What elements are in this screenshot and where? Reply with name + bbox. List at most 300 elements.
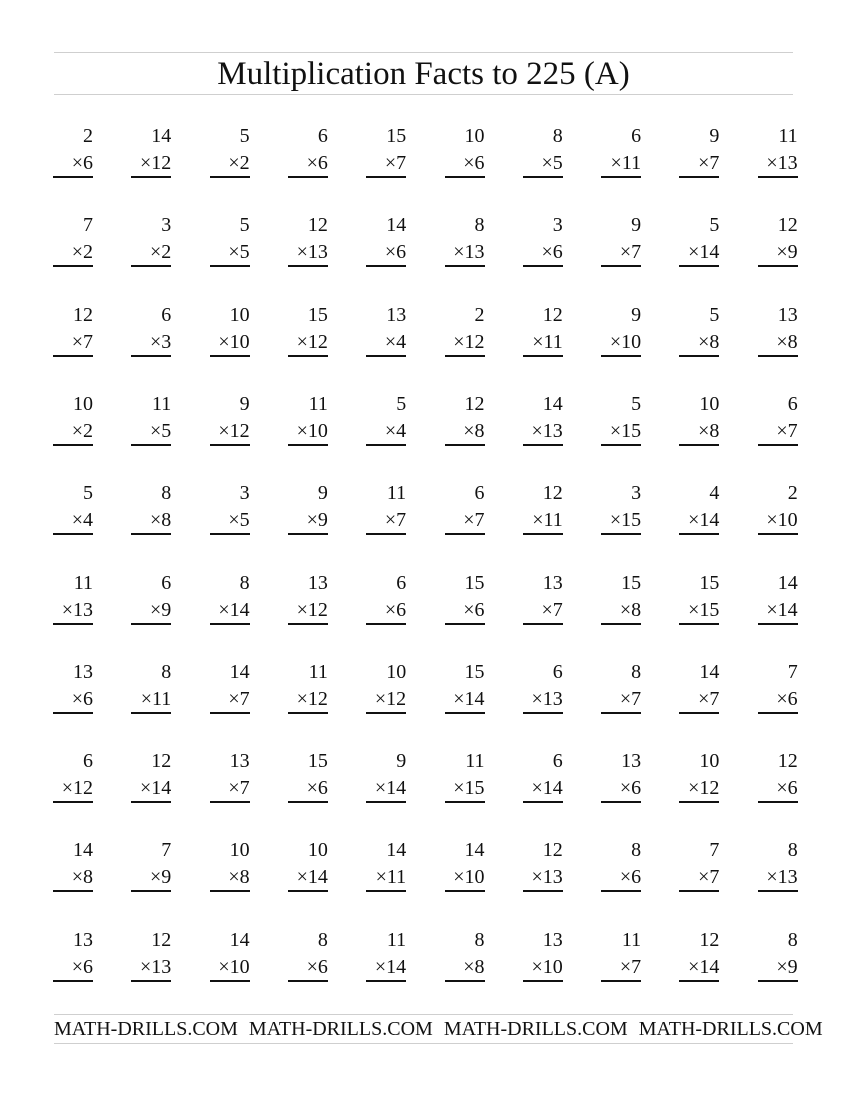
answer-line — [523, 980, 563, 982]
problem — [288, 214, 328, 278]
multiplicand: 13 — [542, 571, 563, 594]
problem — [601, 929, 641, 993]
problem — [131, 125, 171, 189]
multiplier: ×11 — [532, 509, 563, 532]
footer-top-divider — [54, 1014, 793, 1015]
multiplier: ×8 — [698, 330, 720, 353]
multiplier: ×14 — [296, 866, 328, 889]
answer-line — [679, 801, 719, 803]
answer-line — [679, 712, 719, 714]
problem — [523, 304, 563, 368]
answer-line — [601, 444, 641, 446]
multiplier: ×11 — [532, 330, 563, 353]
answer-line — [523, 265, 563, 267]
answer-line — [758, 623, 798, 625]
answer-line — [288, 801, 328, 803]
answer-line — [601, 712, 641, 714]
multiplier: ×15 — [453, 777, 485, 800]
multiplier: ×8 — [150, 509, 172, 532]
multiplicand: 4 — [709, 482, 720, 505]
answer-line — [131, 890, 171, 892]
multiplier: ×8 — [619, 598, 642, 621]
problem — [53, 214, 93, 278]
problem — [523, 572, 563, 636]
answer-line — [210, 890, 250, 892]
multiplier: ×6 — [71, 955, 93, 978]
problem — [131, 214, 171, 278]
answer-line — [601, 801, 641, 803]
answer-line — [53, 623, 93, 625]
multiplier: ×14 — [218, 598, 250, 621]
footer — [54, 1016, 823, 1042]
multiplicand: 14 — [229, 928, 250, 951]
problem — [445, 125, 485, 189]
multiplier: ×7 — [619, 955, 642, 978]
problem — [679, 839, 719, 903]
answer-line — [679, 444, 719, 446]
multiplier: ×13 — [766, 866, 798, 889]
answer-line — [288, 265, 328, 267]
multiplicand: 12 — [699, 928, 720, 951]
multiplier: ×12 — [374, 687, 407, 710]
answer-line — [53, 890, 93, 892]
problem — [523, 393, 563, 457]
answer-line — [366, 176, 406, 178]
multiplicand: 10 — [386, 660, 407, 683]
answer-line — [131, 980, 171, 982]
multiplicand: 12 — [542, 839, 563, 862]
multiplicand: 13 — [777, 303, 798, 326]
multiplicand: 13 — [229, 750, 250, 773]
answer-line — [679, 623, 719, 625]
multiplier: ×12 — [140, 152, 172, 174]
multiplicand: 2 — [787, 482, 798, 505]
multiplicand: 8 — [161, 482, 172, 505]
multiplier: ×12 — [218, 419, 250, 442]
multiplicand: 5 — [83, 482, 93, 505]
multiplicand: 9 — [396, 750, 407, 773]
problem — [288, 750, 328, 814]
answer-line — [601, 533, 641, 535]
answer-line — [758, 980, 798, 982]
problem — [210, 750, 250, 814]
multiplier: ×13 — [61, 598, 93, 621]
multiplicand: 10 — [229, 839, 250, 862]
problem — [601, 393, 641, 457]
answer-line — [601, 623, 641, 625]
problem — [210, 929, 250, 993]
multiplicand: 11 — [308, 392, 328, 415]
answer-line — [758, 444, 798, 446]
footer-watermark-text: MATH-DRILLS.COM — [54, 1018, 238, 1040]
multiplier: ×14 — [453, 687, 485, 710]
multiplicand: 14 — [699, 660, 720, 683]
answer-line — [523, 176, 563, 178]
multiplicand: 11 — [152, 392, 172, 415]
multiplicand: 6 — [396, 571, 407, 594]
multiplier: ×12 — [296, 330, 328, 353]
answer-line — [210, 623, 250, 625]
answer-line — [758, 265, 798, 267]
multiplier: ×2 — [228, 152, 250, 174]
answer-line — [131, 444, 171, 446]
problem — [445, 929, 485, 993]
multiplier: ×15 — [609, 509, 642, 532]
multiplicand: 10 — [699, 750, 720, 773]
multiplier: ×6 — [541, 241, 563, 264]
problem — [288, 482, 328, 546]
multiplicand: 8 — [239, 571, 250, 594]
multiplicand: 6 — [317, 125, 328, 147]
answer-line — [445, 533, 485, 535]
problem — [53, 304, 93, 368]
answer-line — [679, 533, 719, 535]
multiplier: ×15 — [688, 598, 720, 621]
problem — [53, 482, 93, 546]
answer-line — [523, 355, 563, 357]
problem — [210, 482, 250, 546]
multiplicand: 6 — [161, 303, 172, 326]
multiplicand: 5 — [709, 303, 720, 326]
problem — [210, 661, 250, 725]
multiplier: ×8 — [228, 866, 250, 889]
problem — [131, 839, 171, 903]
answer-line — [53, 712, 93, 714]
multiplier: ×14 — [766, 598, 798, 621]
answer-line — [445, 176, 485, 178]
answer-line — [445, 623, 485, 625]
problem — [131, 393, 171, 457]
multiplicand: 7 — [787, 660, 798, 683]
multiplicand: 2 — [83, 125, 93, 147]
answer-line — [445, 355, 485, 357]
multiplicand: 14 — [386, 214, 407, 237]
problem — [679, 482, 719, 546]
answer-line — [366, 801, 406, 803]
answer-line — [601, 176, 641, 178]
multiplier: ×13 — [766, 152, 798, 174]
problem — [445, 214, 485, 278]
problem — [53, 572, 93, 636]
problem — [758, 929, 798, 993]
multiplier: ×8 — [776, 330, 798, 353]
multiplier: ×7 — [228, 777, 250, 800]
problem — [601, 125, 641, 189]
multiplier: ×10 — [296, 419, 328, 442]
answer-line — [366, 890, 406, 892]
multiplier: ×13 — [531, 687, 563, 710]
answer-line — [288, 712, 328, 714]
multiplicand: 9 — [317, 482, 328, 505]
answer-line — [210, 176, 250, 178]
multiplier: ×12 — [296, 598, 328, 621]
problem — [445, 572, 485, 636]
multiplier: ×4 — [384, 330, 407, 353]
problem — [758, 839, 798, 903]
multiplier: ×13 — [140, 955, 172, 978]
problem — [366, 929, 406, 993]
multiplicand: 6 — [552, 750, 563, 773]
multiplicand: 8 — [474, 928, 485, 951]
answer-line — [53, 980, 93, 982]
problem — [445, 482, 485, 546]
problem — [523, 750, 563, 814]
multiplier: ×5 — [228, 509, 250, 532]
problem — [366, 482, 406, 546]
multiplier: ×6 — [306, 955, 328, 978]
multiplicand: 5 — [396, 392, 407, 415]
multiplicand: 11 — [73, 571, 93, 594]
multiplicand: 13 — [621, 750, 642, 773]
multiplier: ×14 — [688, 955, 720, 978]
problem — [210, 214, 250, 278]
multiplicand: 14 — [386, 839, 407, 862]
multiplier: ×7 — [619, 241, 642, 264]
multiplicand: 12 — [777, 750, 798, 773]
multiplicand: 3 — [239, 482, 250, 505]
problem — [679, 393, 719, 457]
problem — [288, 304, 328, 368]
answer-line — [523, 890, 563, 892]
multiplier: ×14 — [140, 777, 172, 800]
multiplier: ×7 — [698, 866, 720, 889]
problem — [366, 839, 406, 903]
multiplier: ×10 — [453, 866, 485, 889]
multiplier: ×6 — [619, 777, 642, 800]
answer-line — [523, 533, 563, 535]
multiplier: ×6 — [776, 687, 798, 710]
problem — [288, 572, 328, 636]
answer-line — [53, 801, 93, 803]
answer-line — [445, 444, 485, 446]
multiplier: ×11 — [375, 866, 407, 889]
answer-line — [523, 444, 563, 446]
problem — [366, 125, 406, 189]
multiplicand: 14 — [777, 571, 798, 594]
multiplier: ×6 — [306, 777, 328, 800]
multiplier: ×13 — [531, 419, 563, 442]
multiplier: ×10 — [609, 330, 642, 353]
answer-line — [366, 623, 406, 625]
answer-line — [758, 176, 798, 178]
multiplier: ×13 — [296, 241, 328, 264]
answer-line — [758, 533, 798, 535]
problem — [210, 304, 250, 368]
answer-line — [53, 533, 93, 535]
problem — [288, 839, 328, 903]
multiplicand: 6 — [787, 392, 798, 415]
multiplicand: 3 — [161, 214, 172, 237]
problem — [679, 929, 719, 993]
answer-line — [288, 176, 328, 178]
answer-line — [445, 801, 485, 803]
multiplier: ×3 — [150, 330, 172, 353]
multiplicand: 8 — [161, 660, 172, 683]
multiplicand: 15 — [307, 303, 328, 326]
multiplicand: 14 — [464, 839, 485, 862]
problem — [288, 661, 328, 725]
multiplicand: 3 — [631, 482, 642, 505]
problem — [679, 214, 719, 278]
problem — [53, 125, 93, 189]
multiplier: ×14 — [688, 241, 720, 264]
answer-line — [758, 712, 798, 714]
problem — [131, 661, 171, 725]
problem — [366, 572, 406, 636]
answer-line — [288, 444, 328, 446]
multiplicand: 8 — [787, 839, 798, 862]
multiplicand: 7 — [709, 839, 720, 862]
problem — [366, 750, 406, 814]
answer-line — [210, 801, 250, 803]
multiplicand: 15 — [307, 750, 328, 773]
problem — [679, 304, 719, 368]
problem — [601, 482, 641, 546]
multiplier: ×4 — [384, 419, 407, 442]
answer-line — [366, 533, 406, 535]
answer-line — [53, 355, 93, 357]
footer-watermark-text: MATH-DRILLS.COM — [248, 1018, 433, 1040]
answer-line — [53, 444, 93, 446]
multiplier: ×9 — [150, 866, 172, 889]
multiplier: ×6 — [463, 598, 485, 621]
multiplier: ×7 — [619, 687, 642, 710]
problem — [523, 214, 563, 278]
problem — [53, 393, 93, 457]
problem — [679, 661, 719, 725]
multiplier: ×9 — [150, 598, 172, 621]
multiplier: ×8 — [463, 419, 485, 442]
problem — [366, 214, 406, 278]
multiplier: ×12 — [453, 330, 485, 353]
multiplicand: 15 — [464, 571, 485, 594]
problem — [131, 929, 171, 993]
multiplicand: 7 — [83, 214, 93, 237]
answer-line — [366, 712, 406, 714]
multiplier: ×6 — [71, 152, 93, 174]
multiplicand: 3 — [552, 214, 563, 237]
multiplicand: 11 — [386, 928, 407, 951]
multiplier: ×12 — [61, 777, 93, 800]
answer-line — [131, 712, 171, 714]
answer-line — [758, 355, 798, 357]
answer-line — [679, 176, 719, 178]
problem — [366, 304, 406, 368]
problem — [601, 304, 641, 368]
answer-line — [210, 265, 250, 267]
problem — [53, 929, 93, 993]
problem — [445, 750, 485, 814]
multiplier: ×8 — [463, 955, 485, 978]
multiplier: ×6 — [71, 687, 93, 710]
multiplier: ×2 — [71, 419, 93, 442]
problem — [210, 839, 250, 903]
multiplicand: 9 — [709, 125, 720, 147]
multiplier: ×5 — [541, 152, 563, 174]
page-title: Multiplication Facts to 225 (A) — [217, 56, 630, 92]
problem — [445, 304, 485, 368]
answer-line — [288, 890, 328, 892]
multiplier: ×6 — [384, 598, 407, 621]
multiplicand: 13 — [73, 928, 93, 951]
multiplicand: 9 — [239, 392, 250, 415]
multiplicand: 7 — [161, 839, 172, 862]
multiplier: ×6 — [384, 241, 407, 264]
problem — [679, 125, 719, 189]
multiplier: ×5 — [228, 241, 250, 264]
multiplier: ×8 — [71, 866, 93, 889]
multiplicand: 12 — [151, 928, 172, 951]
multiplicand: 8 — [787, 928, 798, 951]
multiplier: ×10 — [218, 955, 250, 978]
footer-bottom-divider — [54, 1043, 793, 1044]
multiplicand: 14 — [73, 839, 93, 862]
answer-line — [445, 712, 485, 714]
multiplicand: 15 — [386, 125, 407, 147]
multiplicand: 15 — [621, 571, 642, 594]
problem — [601, 214, 641, 278]
multiplier: ×7 — [541, 598, 563, 621]
multiplicand: 11 — [308, 660, 328, 683]
multiplicand: 15 — [464, 660, 485, 683]
answer-line — [53, 265, 93, 267]
multiplicand: 12 — [777, 214, 798, 237]
multiplier: ×12 — [688, 777, 720, 800]
multiplicand: 11 — [386, 482, 407, 505]
problem — [758, 214, 798, 278]
footer-watermark-text: MATH-DRILLS.COM — [638, 1018, 823, 1040]
problem — [210, 393, 250, 457]
multiplicand: 6 — [83, 750, 93, 773]
problem — [523, 482, 563, 546]
problem — [445, 661, 485, 725]
multiplicand: 5 — [631, 392, 642, 415]
answer-line — [210, 444, 250, 446]
problem — [758, 304, 798, 368]
answer-line — [523, 623, 563, 625]
multiplier: ×9 — [306, 509, 328, 532]
multiplier: ×5 — [150, 419, 172, 442]
multiplicand: 8 — [474, 214, 485, 237]
multiplicand: 8 — [631, 839, 642, 862]
answer-line — [445, 265, 485, 267]
multiplicand: 6 — [631, 125, 642, 147]
multiplicand: 11 — [778, 125, 798, 147]
multiplicand: 11 — [621, 928, 642, 951]
answer-line — [131, 355, 171, 357]
problem — [210, 125, 250, 189]
multiplier: ×7 — [384, 509, 407, 532]
problem — [758, 572, 798, 636]
answer-line — [288, 355, 328, 357]
multiplicand: 15 — [699, 571, 720, 594]
multiplicand: 10 — [307, 839, 328, 862]
multiplier: ×11 — [140, 687, 172, 710]
multiplier: ×9 — [776, 955, 798, 978]
problem — [758, 661, 798, 725]
answer-line — [210, 355, 250, 357]
multiplicand: 9 — [631, 303, 642, 326]
multiplicand: 13 — [307, 571, 328, 594]
problem — [679, 572, 719, 636]
multiplicand: 10 — [464, 125, 485, 147]
multiplier: ×13 — [453, 241, 485, 264]
problem — [131, 304, 171, 368]
problem — [445, 393, 485, 457]
multiplicand: 6 — [552, 660, 563, 683]
multiplier: ×7 — [71, 330, 93, 353]
multiplicand: 8 — [552, 125, 563, 147]
